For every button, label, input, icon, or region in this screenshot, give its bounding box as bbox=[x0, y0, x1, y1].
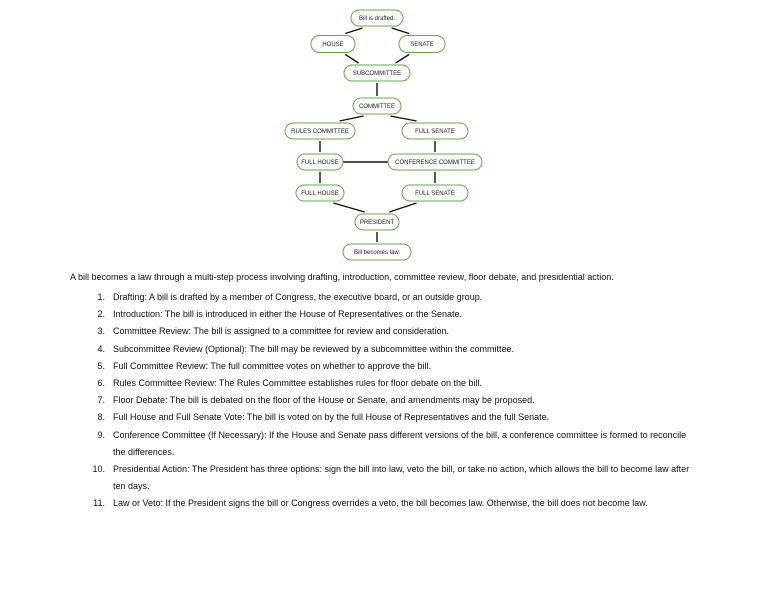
step-number: 8. bbox=[97, 412, 105, 423]
step-text: Subcommittee Review (Optional): The bill may be reviewed by a subcommittee within the committee. bbox=[113, 343, 515, 354]
step-number: 6. bbox=[97, 378, 105, 389]
step-item bbox=[80, 358, 700, 375]
steps-list bbox=[80, 289, 700, 513]
flow-node-conference bbox=[388, 154, 482, 170]
flow-node-label: SENATE bbox=[410, 42, 434, 49]
flow-connector-fullhouse2-president bbox=[333, 203, 364, 212]
flow-node-label: FULL SENATE bbox=[415, 191, 455, 198]
step-number: 2. bbox=[97, 309, 105, 320]
step-number: 4. bbox=[97, 343, 105, 354]
flow-node-fullhouse2 bbox=[296, 185, 344, 201]
step-item bbox=[80, 289, 700, 306]
flow-node-committee bbox=[353, 98, 401, 114]
step-number: 10. bbox=[92, 464, 105, 475]
step-item bbox=[80, 392, 700, 409]
step-text: Full Committee Review: The full committee votes on whether to approve the bill. bbox=[113, 360, 431, 371]
flow-node-label: CONFERENCE COMMITTEE bbox=[395, 160, 475, 167]
step-text: Committee Review: The bill is assigned to a committee for review and consideration. bbox=[113, 326, 449, 337]
flow-node-label: RULES COMMITTEE bbox=[291, 129, 349, 136]
step-item bbox=[80, 409, 700, 426]
flow-connector-drafted-senate bbox=[392, 28, 410, 34]
flow-node-fullsenate2 bbox=[402, 185, 468, 201]
step-item bbox=[80, 323, 700, 340]
flow-node-label: FULL HOUSE bbox=[301, 191, 339, 198]
flow-node-label: FULL HOUSE bbox=[301, 160, 339, 167]
step-item bbox=[80, 461, 700, 495]
flow-node-label: HOUSE bbox=[322, 42, 344, 49]
flow-node-law bbox=[343, 244, 411, 260]
step-number: 1. bbox=[97, 292, 105, 302]
flow-node-rules bbox=[285, 123, 355, 139]
flow-node-fullsenate1 bbox=[402, 123, 468, 139]
flow-node-senate bbox=[399, 36, 445, 53]
step-number: 5. bbox=[97, 360, 105, 371]
step-number: 7. bbox=[97, 395, 105, 406]
step-text: Law or Veto: If the President signs the bill or Congress overrides a veto, the bill becomes law. Otherwise, the bill does not become law. bbox=[113, 498, 648, 509]
flow-node-fullhouse1 bbox=[297, 154, 343, 170]
flow-connector-senate-subcommittee bbox=[395, 55, 409, 64]
step-item bbox=[80, 427, 700, 461]
step-text: Conference Committee (If Necessary): If the House and Senate pass different versions of the bill, a conference committee is formed to reconcile the differences. bbox=[113, 429, 687, 457]
step-text: Full House and Full Senate Vote: The bill is voted on by the full House of Representatives and the full Senate. bbox=[113, 412, 550, 423]
flow-node-label: Bill becomes law. bbox=[353, 250, 401, 257]
step-number: 9. bbox=[97, 429, 105, 440]
flow-node-drafted bbox=[351, 10, 403, 26]
flow-connector-fullsenate2-president bbox=[389, 203, 416, 212]
step-item bbox=[80, 495, 700, 512]
flow-node-label: FULL SENATE bbox=[415, 129, 455, 136]
flow-node-subcommittee bbox=[344, 65, 410, 81]
flow-node-house bbox=[311, 36, 355, 53]
flow-node-label: COMMITTEE bbox=[359, 104, 395, 111]
flow-node-label: Bill is drafted. bbox=[358, 16, 396, 23]
step-text: Drafting: A bill is drafted by a member of Congress, the executive board, or an outside group. bbox=[113, 292, 483, 302]
flow-node-president bbox=[355, 214, 399, 230]
intro-paragraph: A bill becomes a law through a multi-step process involving drafting, introduction, committee review, floor debate, and presidential action. bbox=[70, 272, 614, 282]
step-number: 11. bbox=[93, 498, 105, 509]
legislative-flowchart bbox=[0, 0, 768, 268]
flow-connector-drafted-house bbox=[345, 28, 362, 34]
step-text: Floor Debate: The bill is debated on the floor of the House or Senate, and amendments may be proposed. bbox=[113, 395, 535, 406]
step-number: 3. bbox=[97, 326, 105, 337]
step-text: Introduction: The bill is introduced in either the House of Representatives or the Senate. bbox=[113, 309, 463, 320]
flow-connector-committee-rules bbox=[340, 116, 364, 121]
step-text: Presidential Action: The President has three options: sign the bill into law, veto the bill, or take no action, which allows the bill to become law after ten days. bbox=[113, 464, 690, 492]
flow-connector-committee-fullsenate1 bbox=[390, 116, 416, 121]
flow-connector-house-subcommittee bbox=[345, 55, 358, 64]
step-item bbox=[80, 375, 700, 392]
step-item bbox=[80, 306, 700, 323]
step-text: Rules Committee Review: The Rules Committee establishes rules for floor debate on the bill. bbox=[113, 378, 482, 389]
step-item bbox=[80, 341, 700, 358]
flow-node-label: PRESIDENT bbox=[359, 220, 395, 227]
flow-node-label: SUBCOMMITTEE bbox=[352, 71, 402, 78]
